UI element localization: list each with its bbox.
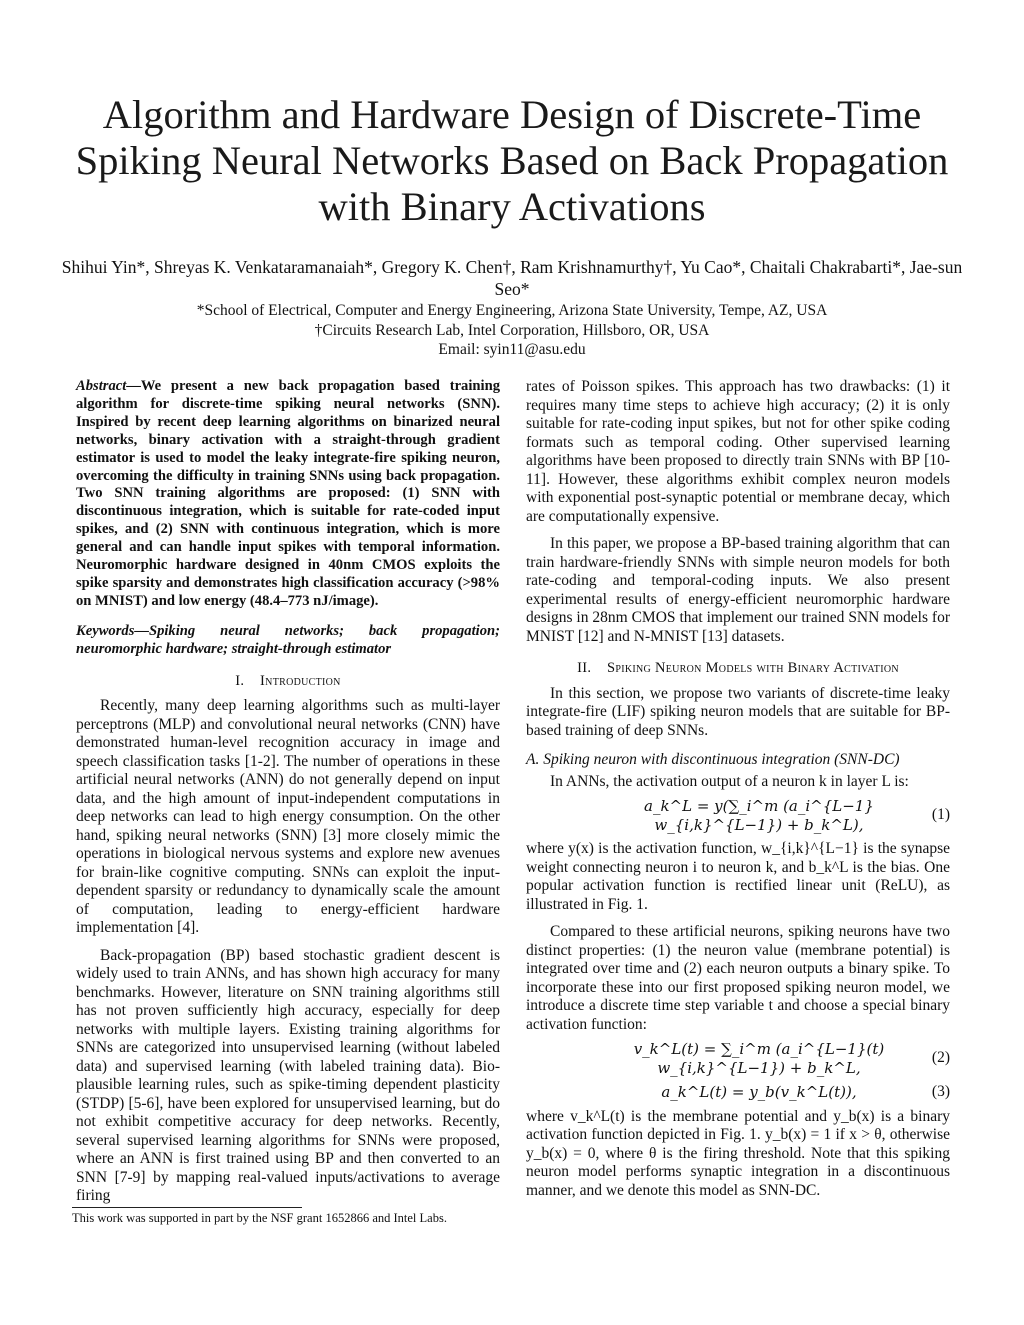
left-column [76, 378, 500, 1206]
ann-activation-sentence: In ANNs, the activation output of a neuron k in layer L is: [550, 772, 909, 790]
funding-footnote: This work was supported in part by the NSF grant 1652866 and Intel Labs. [72, 1211, 447, 1225]
affiliation-intel: †Circuits Research Lab, Intel Corporation, Hillsboro, OR, USA [314, 321, 710, 339]
section-heading-introduction [76, 672, 500, 691]
intro-paragraph-continued: rates of Poisson spikes. This approach has two drawbacks: (1) it requires many time steps to achieve high accuracy; (2) it is only suitable for rate-coding input spikes, but not for other spike coding formats such as temporal coding. Other supervised learning algorithms have been proposed to directly train SNNs with BP [10-11]. However, these algorithms exhibit complex neuron models with exponential post-synaptic potential or membrane decay, which are computationally expensive. [526, 378, 950, 525]
equation-1-expression: a_k^L = y(∑_i^m (a_i^{L−1} w_{i,k}^{L−1}) + b_k^L), [644, 797, 874, 834]
abstract-text: —We present a new back propagation based training algorithm for discrete-time spiking neural networks (SNN). Inspired by recent deep learning algorithms on binarized neural networks, binary activation with a straight-through gradient estimator is used to model the leaky integrate-fire spiking neuron, overcoming the difficulty in training SNNs using back propagation. Two SNN training algorithms are proposed: (1) SNN with discontinuous integration, which is suitable for rate-coded input spikes, and (2) SNN with continuous integration, which is more general and can handle input spikes with temporal information. Neuromorphic hardware designed in 40nm CMOS exploits the spike sparsity and demonstrates high classification accuracy (>98% on MNIST) and low energy (48.4–773 nJ/image). [76, 378, 500, 609]
equation-1 [526, 797, 950, 834]
abstract [76, 378, 500, 611]
abstract-label: Abstract [76, 378, 127, 394]
affiliations [60, 301, 964, 360]
section-title: Spiking Neuron Models with Binary Activation [606, 660, 899, 676]
equation-3 [526, 1083, 950, 1102]
paper-title [40, 92, 984, 230]
section-heading-spiking-neuron-models [526, 659, 950, 678]
title-line-2: Spiking Neural Networks Based on Back Propagation [75, 138, 949, 183]
equation-3-expression: a_k^L(t) = y_b(v_k^L(t)), [661, 1083, 857, 1101]
contact-email: Email: syin11@asu.edu [438, 341, 586, 358]
intro-paragraph-2: Back-propagation (BP) based stochastic gradient descent is widely used to train ANNs, and has shown high accuracy for many benchmarks. However, literature on SNN training algorithms still has not proven sufficiently high accuracy, especially for deep networks with multiple layers. Existing training algorithms for SNNs are categorized into unsupervised learning (without labeled data) and supervised learning (with labeled training data). Bio-plausible learning rules, such as spike-timing dependent plasticity (STDP) [5-6], have been explored for unsupervised learning, but do not exhibit competitive accuracy for deep networks. Recently, several supervised learning algorithms for SNNs were proposed, where an ANN is first trained using BP and then converted to an SNN [7-9] by mapping real-valued inputs/activations to average firing [76, 946, 500, 1205]
title-line-1: Algorithm and Hardware Design of Discrete-Time [102, 92, 922, 137]
spiking-neuron-properties-paragraph: Compared to these artificial neurons, spiking neurons have two distinct properties: (1) the neuron value (membrane potential) is integrated over time and (2) each neuron outputs a binary spike. To incorporate these into our first proposed spiking neuron model, we introduce a discrete time step variable t and choose a special binary activation function: [526, 923, 950, 1033]
section-title: Introduction [260, 672, 341, 689]
equation-3-explanation: where v_k^L(t) is the membrane potential and y_b(x) is a binary activation function depicted in Fig. 1. y_b(x) = 1 if x > θ, otherwise y_b(x) = 0, where θ is the firing threshold. Note that this spiking neuron model performs synaptic integration in a discontinuous manner, and we denote this model as SNN-DC. [526, 1107, 950, 1199]
equation-1-explanation: where y(x) is the activation function, w_{i,k}^{L−1} is the synapse weight connecting neuron i to neuron k, and b_k^L is the bias. One popular activation function is rectified linear unit (ReLU), as illustrated in Fig. 1. [526, 840, 950, 913]
subsection-heading-snn-dc: A. Spiking neuron with discontinuous integration (SNN-DC) [526, 751, 900, 768]
footnote-divider [72, 1207, 302, 1208]
equation-2-expression: v_k^L(t) = ∑_i^m (a_i^{L−1}(t) w_{i,k}^{L−1}) + b_k^L, [633, 1040, 885, 1077]
right-column [526, 378, 950, 1200]
section-number: II. [577, 660, 592, 676]
equation-2-number: (2) [931, 1049, 950, 1067]
author-list: Shihui Yin*, Shreyas K. Venkataramanaiah*, Gregory K. Chen†, Ram Krishnamurthy†, Yu Cao*, Chaitali Chakrabarti*, Jae-sun Seo* [61, 257, 963, 299]
equation-3-number: (3) [931, 1083, 950, 1100]
title-line-3: with Binary Activations [318, 184, 706, 229]
affiliation-asu: *School of Electrical, Computer and Energy Engineering, Arizona State University, Tempe, AZ, USA [196, 302, 828, 319]
section-number: I. [235, 672, 245, 689]
keywords: Keywords—Spiking neural networks; back propagation; neuromorphic hardware; straight-through estimator [76, 622, 500, 657]
equation-1-number: (1) [931, 806, 950, 824]
section2-intro-paragraph: In this section, we propose two variants of discrete-time leaky integrate-fire (LIF) spiking neuron models that are suitable for BP-based training of deep SNNs. [526, 684, 950, 739]
intro-paragraph-1: Recently, many deep learning algorithms such as multi-layer perceptrons (MLP) and convolutional neural networks (CNN) have demonstrated human-level recognition accuracy in image and speech classification tasks [1-2]. The number of operations in these artificial neural networks (ANN) do not generally depend on input data, and the high amount of input-independent computations in deep networks can lead to high energy consumption. On the other hand, spiking neural networks (SNN) [3] more closely mimic the operations in biological nervous systems and explore new avenues for brain-like cognitive computing. SNNs can exploit the input-dependent sparsity or redundancy to dynamically scale the amount of computation, leading to energy-efficient hardware implementation [4]. [76, 697, 500, 937]
intro-paragraph-3: In this paper, we propose a BP-based training algorithm that can train hardware-friendly SNNs with simple neuron models for both rate-coding and temporal-coding inputs. We also present experimental results of energy-efficient neuromorphic hardware designs in 28nm CMOS that implement our trained SNN models for MNIST [12] and N-MNIST [13] datasets. [526, 535, 950, 645]
equation-2 [526, 1040, 950, 1077]
